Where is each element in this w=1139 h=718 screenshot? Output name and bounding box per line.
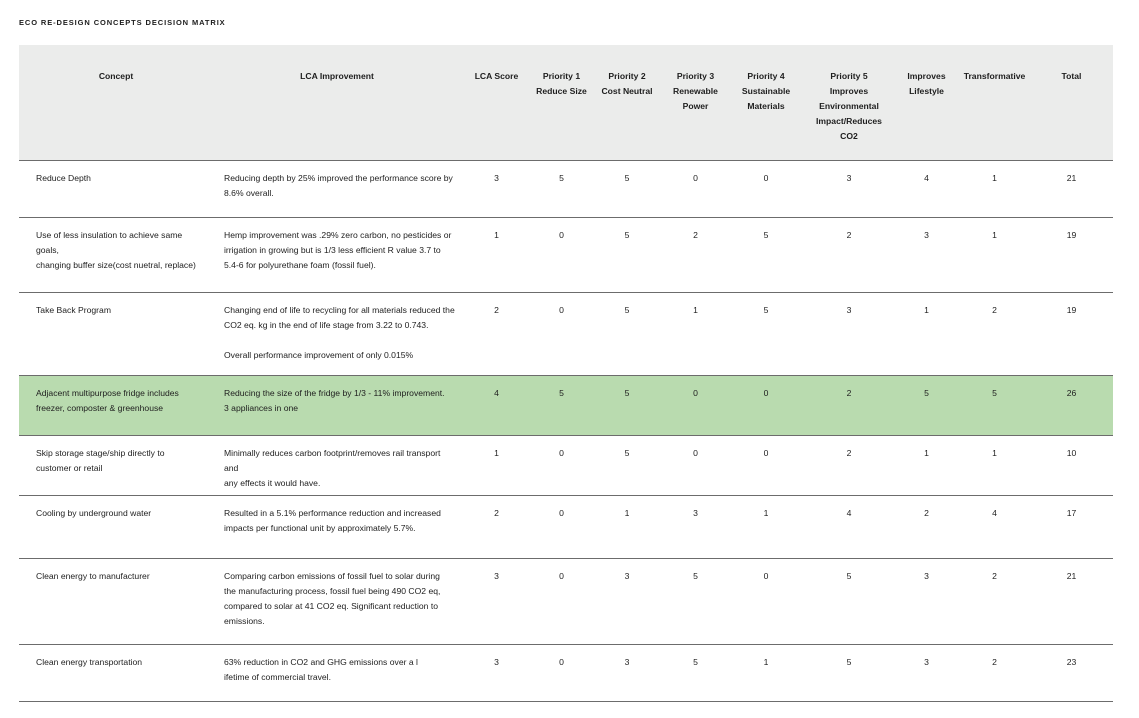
score-cell: 17 bbox=[1030, 496, 1113, 559]
score-cell: 5 bbox=[532, 161, 591, 218]
column-header: Priority 3 Renewable Power bbox=[663, 45, 728, 161]
lca-improvement-cell: Reducing the size of the fridge by 1/3 - 11% improvement. 3 appliances in one bbox=[213, 376, 461, 436]
score-cell: 21 bbox=[1030, 559, 1113, 645]
score-cell: 4 bbox=[461, 376, 532, 436]
score-cell: 3 bbox=[663, 496, 728, 559]
score-cell: 19 bbox=[1030, 293, 1113, 376]
score-cell: 3 bbox=[894, 559, 959, 645]
score-cell: 5 bbox=[663, 559, 728, 645]
score-cell: 0 bbox=[532, 293, 591, 376]
column-header: Priority 2 Cost Neutral bbox=[591, 45, 663, 161]
table-row bbox=[19, 161, 1113, 218]
table-header bbox=[19, 45, 1113, 161]
score-cell: 0 bbox=[663, 161, 728, 218]
score-cell: 3 bbox=[461, 559, 532, 645]
lca-improvement-cell: Minimally reduces carbon footprint/removes rail transport and any effects it would have. bbox=[213, 436, 461, 496]
score-cell: 21 bbox=[1030, 161, 1113, 218]
lca-improvement-cell: Changing end of life to recycling for all materials reduced the CO2 eq. kg in the end of life stage from 3.22 to 0.743. Overall performance improvement of only 0.015% bbox=[213, 293, 461, 376]
score-cell: 3 bbox=[591, 559, 663, 645]
table-body bbox=[19, 161, 1113, 702]
concept-cell: Reduce Depth bbox=[19, 161, 213, 218]
lca-improvement-cell: Comparing carbon emissions of fossil fuel to solar during the manufacturing process, fossil fuel being 490 CO2 eq, compared to solar at 41 CO2 eq. Significant reduction to emissions. bbox=[213, 559, 461, 645]
score-cell: 5 bbox=[894, 376, 959, 436]
score-cell: 1 bbox=[959, 218, 1030, 293]
score-cell: 2 bbox=[804, 436, 894, 496]
score-cell: 1 bbox=[591, 496, 663, 559]
lca-improvement-cell: Resulted in a 5.1% performance reduction and increased impacts per functional unit by approximately 5.7%. bbox=[213, 496, 461, 559]
score-cell: 2 bbox=[894, 496, 959, 559]
score-cell: 2 bbox=[959, 293, 1030, 376]
score-cell: 3 bbox=[461, 161, 532, 218]
score-cell: 2 bbox=[461, 496, 532, 559]
score-cell: 0 bbox=[532, 559, 591, 645]
column-header: Priority 1 Reduce Size bbox=[532, 45, 591, 161]
concept-cell: Cooling by underground water bbox=[19, 496, 213, 559]
score-cell: 0 bbox=[728, 161, 804, 218]
score-cell: 0 bbox=[532, 496, 591, 559]
column-header: Priority 5 Improves Environmental Impact/Reduces CO2 bbox=[804, 45, 894, 161]
score-cell: 1 bbox=[959, 161, 1030, 218]
score-cell: 0 bbox=[663, 376, 728, 436]
column-header: LCA Score bbox=[461, 45, 532, 161]
score-cell: 1 bbox=[894, 436, 959, 496]
score-cell: 5 bbox=[804, 645, 894, 702]
score-cell: 19 bbox=[1030, 218, 1113, 293]
score-cell: 0 bbox=[532, 218, 591, 293]
score-cell: 5 bbox=[591, 436, 663, 496]
score-cell: 0 bbox=[728, 559, 804, 645]
table-row bbox=[19, 293, 1113, 376]
concept-cell: Clean energy transportation bbox=[19, 645, 213, 702]
score-cell: 1 bbox=[461, 218, 532, 293]
score-cell: 0 bbox=[728, 436, 804, 496]
table-row-highlighted bbox=[19, 376, 1113, 436]
score-cell: 5 bbox=[728, 218, 804, 293]
score-cell: 5 bbox=[959, 376, 1030, 436]
column-header: Concept bbox=[19, 45, 213, 161]
score-cell: 0 bbox=[663, 436, 728, 496]
score-cell: 2 bbox=[959, 645, 1030, 702]
score-cell: 5 bbox=[728, 293, 804, 376]
score-cell: 1 bbox=[959, 436, 1030, 496]
score-cell: 10 bbox=[1030, 436, 1113, 496]
lca-improvement-cell: Reducing depth by 25% improved the performance score by 8.6% overall. bbox=[213, 161, 461, 218]
score-cell: 5 bbox=[663, 645, 728, 702]
score-cell: 3 bbox=[461, 645, 532, 702]
score-cell: 2 bbox=[461, 293, 532, 376]
score-cell: 0 bbox=[532, 436, 591, 496]
column-header: Priority 4 Sustainable Materials bbox=[728, 45, 804, 161]
score-cell: 4 bbox=[894, 161, 959, 218]
column-header: Improves Lifestyle bbox=[894, 45, 959, 161]
score-cell: 1 bbox=[663, 293, 728, 376]
score-cell: 5 bbox=[591, 376, 663, 436]
score-cell: 26 bbox=[1030, 376, 1113, 436]
score-cell: 3 bbox=[804, 293, 894, 376]
table-row bbox=[19, 645, 1113, 702]
concept-cell: Adjacent multipurpose fridge includes freezer, composter & greenhouse bbox=[19, 376, 213, 436]
table-row bbox=[19, 559, 1113, 645]
score-cell: 2 bbox=[804, 376, 894, 436]
score-cell: 5 bbox=[591, 293, 663, 376]
lca-improvement-cell: 63% reduction in CO2 and GHG emissions over a l ifetime of commercial travel. bbox=[213, 645, 461, 702]
table-row bbox=[19, 436, 1113, 496]
score-cell: 4 bbox=[959, 496, 1030, 559]
concept-cell: Skip storage stage/ship directly to customer or retail bbox=[19, 436, 213, 496]
score-cell: 5 bbox=[591, 218, 663, 293]
score-cell: 2 bbox=[663, 218, 728, 293]
score-cell: 5 bbox=[532, 376, 591, 436]
score-cell: 3 bbox=[591, 645, 663, 702]
column-header: Total bbox=[1030, 45, 1113, 161]
concept-cell: Take Back Program bbox=[19, 293, 213, 376]
score-cell: 1 bbox=[461, 436, 532, 496]
score-cell: 1 bbox=[728, 645, 804, 702]
score-cell: 2 bbox=[959, 559, 1030, 645]
concept-cell: Use of less insulation to achieve same goals, changing buffer size(cost nuetral, replace) bbox=[19, 218, 213, 293]
score-cell: 1 bbox=[894, 293, 959, 376]
score-cell: 2 bbox=[804, 218, 894, 293]
score-cell: 1 bbox=[728, 496, 804, 559]
lca-improvement-cell: Hemp improvement was .29% zero carbon, no pesticides or irrigation in growing but is 1/3 less efficient R value 3.7 to 5.4-6 for polyurethane foam (fossil fuel). bbox=[213, 218, 461, 293]
concept-cell: Clean energy to manufacturer bbox=[19, 559, 213, 645]
score-cell: 5 bbox=[804, 559, 894, 645]
score-cell: 0 bbox=[728, 376, 804, 436]
score-cell: 4 bbox=[804, 496, 894, 559]
score-cell: 0 bbox=[532, 645, 591, 702]
table-row bbox=[19, 218, 1113, 293]
column-header: Transformative bbox=[959, 45, 1030, 161]
score-cell: 3 bbox=[894, 218, 959, 293]
score-cell: 23 bbox=[1030, 645, 1113, 702]
table-row bbox=[19, 496, 1113, 559]
decision-matrix-table bbox=[19, 45, 1113, 702]
page-title: ECO RE-DESIGN CONCEPTS DECISION MATRIX bbox=[19, 18, 226, 27]
header-row bbox=[19, 45, 1113, 161]
column-header: LCA Improvement bbox=[213, 45, 461, 161]
score-cell: 3 bbox=[804, 161, 894, 218]
score-cell: 5 bbox=[591, 161, 663, 218]
score-cell: 3 bbox=[894, 645, 959, 702]
